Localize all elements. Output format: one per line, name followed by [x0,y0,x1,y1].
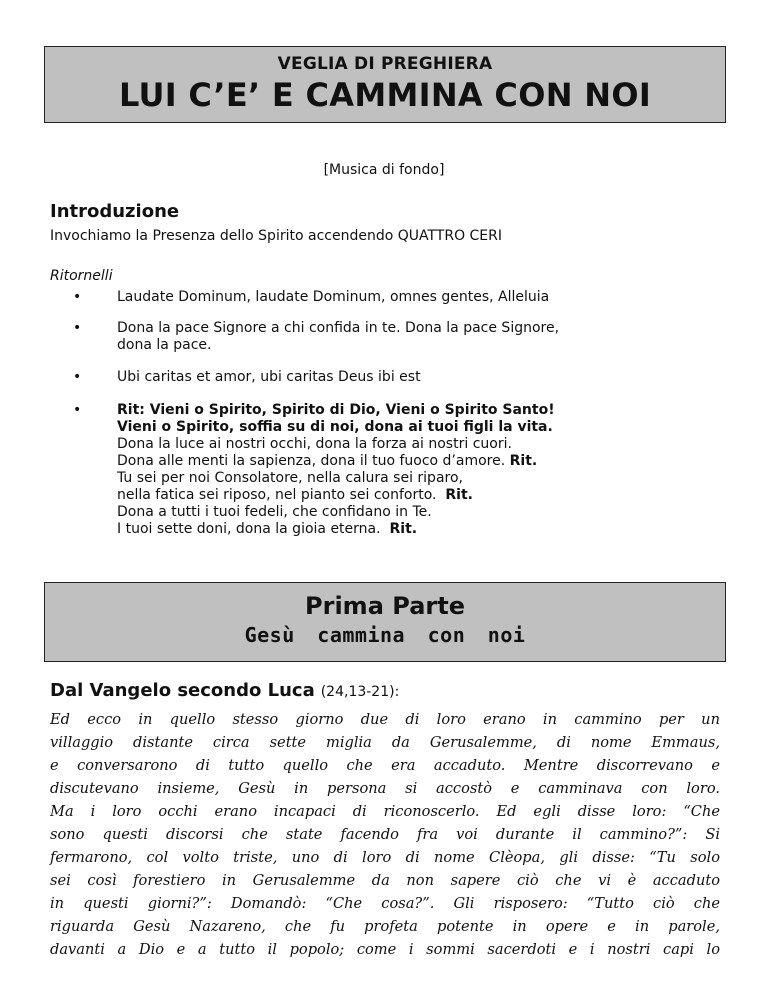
list-item [117,320,707,354]
gospel-text [50,708,720,961]
rit-item [117,402,707,538]
list-item-text: Dona la pace Signore a chi confida in te. Dona la pace Signore, [117,320,560,336]
gospel-line: Ed ecco in quello stesso giorno due di loro erano in cammino per un [50,711,720,728]
bullet-icon: • [73,289,82,305]
list-item [117,369,707,386]
gospel-line: sono questi discorsi che state facendo fra voi durante il cammino?”: Si [50,826,720,843]
rit-line: Rit: Vieni o Spirito, Spirito di Dio, Vieni o Spirito Santo! [117,402,555,418]
document-subtitle: VEGLIA DI PREGHIERA [277,54,493,74]
section-box [44,582,726,662]
rit-mark: Rit. [509,453,538,469]
rit-line: Vieni o Spirito, soffia su di noi, dona ai tuoi figli la vita. [117,419,553,435]
list-item [117,289,707,306]
rit-line: Dona la luce ai nostri occhi, dona la forza ai nostri cuori. [117,436,512,452]
rit-mark: Rit. [445,487,473,503]
gospel-line: in questi giorni?”: Domandò: “Che cosa?”. Gli risposero: “Tutto ciò che [50,895,720,912]
intro-heading: Introduzione [50,201,180,222]
list-item-text: Laudate Dominum, laudate Dominum, omnes gentes, Alleluia [117,289,550,305]
rit-line: nella fatica sei riposo, nel pianto sei conforto. [117,487,437,503]
gospel-line: davanti a Dio e a tutto il popolo; come i sommi sacerdoti e i nostri capi lo [50,941,720,958]
rit-line: Dona alle menti la sapienza, dona il tuo fuoco d’amore. [117,453,506,469]
bullet-icon: • [73,320,82,336]
rit-line: Tu sei per noi Consolatore, nella calura sei riparo, [117,470,463,486]
intro-text: Invochiamo la Presenza dello Spirito accendendo QUATTRO CERI [50,228,503,244]
bullet-icon: • [73,369,82,385]
title-box [44,46,726,123]
rit-mark: Rit. [389,521,418,537]
gospel-line: villaggio distante circa sette miglia da Gerusalemme, di nome Emmaus, [50,734,720,751]
gospel-line: sei così forestiero in Gerusalemme da non sapere ciò che vi è accaduto [50,872,720,889]
gospel-line: e conversarono di tutto quello che era accaduto. Mentre discorrevano e [50,757,720,774]
list-item-text: dona la pace. [117,337,212,353]
music-note: [Musica di fondo] [323,162,445,178]
gospel-line: discutevano insieme, Gesù in persona si accostò e camminava con loro. [50,780,720,797]
gospel-line: fermarono, col volto triste, uno di loro di nome Clèopa, gli disse: “Tu solo [50,849,720,866]
section-title: Prima Parte [305,592,465,620]
gospel-line: Ma i loro occhi erano incapaci di riconoscerlo. Ed egli disse loro: “Che [50,803,720,820]
document-title: LUI C’E’ E CAMMINA CON NOI [118,76,652,114]
rit-line: I tuoi sette doni, dona la gioia eterna. [117,521,381,537]
gospel-reference: (24,13-21): [320,684,400,700]
gospel-heading [50,680,399,701]
gospel-heading-text: Dal Vangelo secondo Luca [50,680,315,701]
rit-line: Dona a tutti i tuoi fedeli, che confidano in Te. [117,504,432,520]
bullet-icon: • [73,402,82,418]
section-subtitle: Gesù cammina con noi [244,623,526,647]
list-item-text: Ubi caritas et amor, ubi caritas Deus ibi est [117,369,421,385]
ritornelli-label: Ritornelli [50,268,113,284]
gospel-line: riguarda Gesù Nazareno, che fu profeta potente in opere e in parole, [50,918,720,935]
